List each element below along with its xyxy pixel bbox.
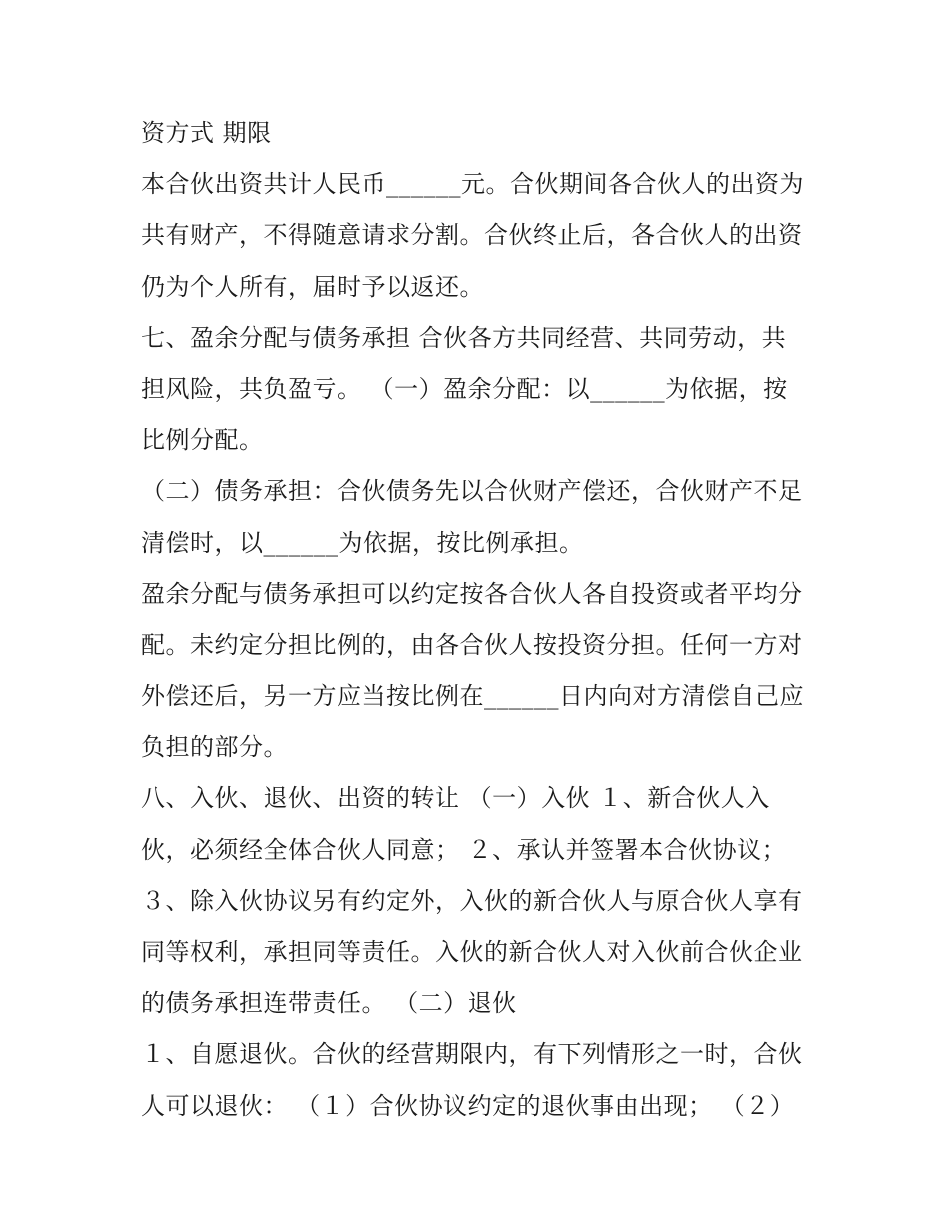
text-line: 负担的部分。 xyxy=(141,733,288,762)
text-line: 七、盈余分配与债务承担 合伙各方共同经营、共同劳动，共 xyxy=(141,323,787,352)
text-line: 共有财产，不得随意请求分割。合伙终止后，各合伙人的出资 xyxy=(141,221,803,250)
text-line: 配。未约定分担比例的，由各合伙人按投资分担。任何一方对 xyxy=(141,630,803,659)
document-body xyxy=(141,108,821,1132)
text-line: 本合伙出资共计人民币______元。合伙期间各合伙人的出资为 xyxy=(141,170,804,199)
text-line: 外偿还后，另一方应当按比例在______日内向对方清偿自己应 xyxy=(141,682,804,711)
text-line: 资方式 期限 xyxy=(141,119,272,147)
text-line: 担风险，共负盈亏。 （一）盈余分配：以______为依据，按 xyxy=(141,374,788,403)
text-line: 人可以退伙： （１）合伙协议约定的退伙事由出现； （２） xyxy=(141,1091,795,1120)
text-line: １、自愿退伙。合伙的经营期限内，有下列情形之一时，合伙 xyxy=(141,1040,803,1069)
text-line: 八、入伙、退伙、出资的转让 （一）入伙 １、新合伙人入 xyxy=(141,784,770,813)
text-line: 同等权利，承担同等责任。入伙的新合伙人对入伙前合伙企业 xyxy=(141,938,803,966)
text-line: 比例分配。 xyxy=(141,426,264,455)
text-line: （二）债务承担：合伙债务先以合伙财产偿还，合伙财产不足 xyxy=(141,477,803,506)
text-line: 的债务承担连带责任。 （二）退伙 xyxy=(141,989,517,1018)
text-line: 清偿时，以______为依据，按比例承担。 xyxy=(141,528,584,557)
text-line: 盈余分配与债务承担可以约定按各合伙人各自投资或者平均分 xyxy=(141,579,803,608)
text-line: 仍为个人所有，届时予以返还。 xyxy=(141,272,484,301)
text-line: ３、除入伙协议另有约定外，入伙的新合伙人与原合伙人享有 xyxy=(141,886,803,915)
text-line: 伙，必须经全体合伙人同意； ２、承认并签署本合伙协议； xyxy=(141,835,787,864)
